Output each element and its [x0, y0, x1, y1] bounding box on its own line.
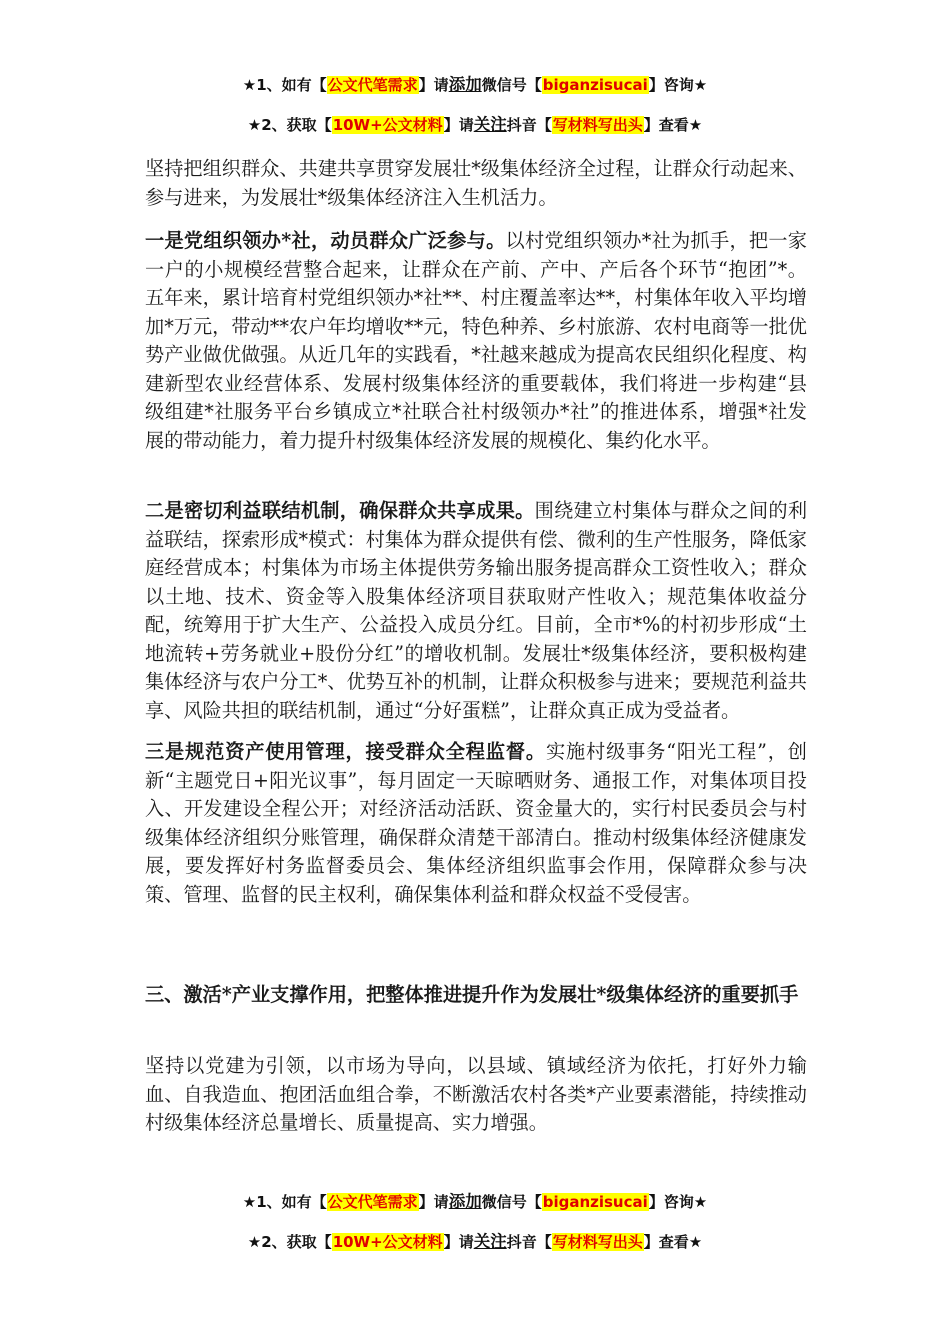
banner-highlight: 公文代笔需求 [327, 76, 418, 94]
paragraph-text: 以村党组织领办*社为抓手，把一家一户的小规模经营整合起来，让群众在产前、产中、产后各个环节“抱团”*。五年来，累计培育村党组织领办*社**、村庄覆盖率达**，村集体年收入平均增加*万元，带动**农户年均增收**元，特色种养、乡村旅游、农村电商等一批优势产业做优做强。从近几年的实践看，*社越来越成为提高农民组织化程度、构建新型农业经营体系、发展村级集体经济的重要载体，我们将进一步构建“县级组建*社服务平台乡镇成立*社联合社村级领办*社”的推进体系，增强*社发展的带动能力，着力提升村级集体经济发展的规模化、集约化水平。 [145, 229, 807, 452]
banner-text: 】请 [418, 1193, 449, 1211]
heading-text: 三、激活*产业支撑作用，把整体推进提升作为发展壮*级集体经济的重要抓手 [145, 983, 799, 1006]
banner-highlight: 写材料写出头 [552, 1233, 643, 1251]
banner-text: 】查看★ [643, 116, 703, 134]
banner-highlight: biganzisucai [542, 1193, 648, 1211]
banner-highlight: biganzisucai [542, 76, 648, 94]
paragraph-text: 围绕建立村集体与群众之间的利益联结，探索形成*模式：村集体为群众提供有偿、微利的生产性服务，降低家庭经营成本；村集体为市场主体提供劳务输出服务提高群众工资性收入；群众以土地、技术、资金等入股集体经济项目获取财产性收入；规范集体收益分配，统筹用于扩大生产、公益投入成员分红。目前，全市*%的村初步形成“土地流转+劳务就业+股份分红”的增收机制。发展壮*级集体经济，要积极构建集体经济与农户分工*、优势互补的机制，让群众积极参与进来；要规范利益共享、风险共担的联结机制，通过“分好蛋糕”，让群众真正成为受益者。 [145, 499, 808, 722]
banner-highlight: 公文代笔需求 [327, 1193, 418, 1211]
banner-highlight: 10W+公文材料 [332, 1233, 443, 1251]
banner-underlined: 关注 [473, 1232, 507, 1251]
section-heading-3 [145, 981, 807, 1010]
banner-text: ★1、如有【 [242, 76, 327, 94]
top-banner-line-2 [0, 111, 950, 135]
banner-text: 】咨询★ [648, 1193, 708, 1211]
banner-text: 】请 [418, 76, 449, 94]
banner-text: 】请 [443, 116, 474, 134]
bottom-banner-line-2 [0, 1228, 950, 1252]
paragraph-intro [145, 155, 807, 212]
banner-underlined: 添加 [448, 75, 482, 94]
banner-underlined: 添加 [448, 1192, 482, 1211]
bottom-banner-line-1 [0, 1188, 950, 1212]
top-banner-line-1 [0, 71, 950, 95]
banner-highlight: 10W+公文材料 [332, 116, 443, 134]
banner-text: 】咨询★ [648, 76, 708, 94]
paragraph-lead: 一是党组织领办*社，动员群众广泛参与。 [145, 229, 506, 252]
paragraph-lead: 二是密切利益联结机制，确保群众共享成果。 [145, 499, 535, 522]
banner-highlight: 写材料写出头 [552, 116, 643, 134]
paragraph-text: 坚持把组织群众、共建共享贯穿发展壮*级集体经济全过程，让群众行动起来、参与进来，为发展壮*级集体经济注入生机活力。 [145, 157, 807, 209]
paragraph-section-3 [145, 738, 807, 909]
paragraph-lead: 三是规范资产使用管理，接受群众全程监督。 [145, 740, 546, 763]
paragraph-text: 坚持以党建为引领，以市场为导向，以县域、镇域经济为依托，打好外力输血、自我造血、抱团活血组合拳，不断激活农村各类*产业要素潜能，持续推动村级集体经济总量增长、质量提高、实力增强。 [145, 1054, 807, 1134]
banner-text: 抖音【 [506, 116, 552, 134]
paragraph-section-2 [145, 497, 807, 725]
banner-text: ★1、如有【 [242, 1193, 327, 1211]
paragraph-closing [145, 1052, 807, 1138]
banner-text: 微信号【 [481, 1193, 542, 1211]
paragraph-text: 实施村级事务“阳光工程”，创新“主题党日+阳光议事”，每月固定一天晾晒财务、通报工作，对集体项目投入、开发建设全程公开；对经济活动活跃、资金量大的，实行村民委员会与村级集体经济组织分账管理，确保群众清楚干部清白。推动村级集体经济健康发展，要发挥好村务监督委员会、集体经济组织监事会作用，保障群众参与决策、管理、监督的民主权利，确保集体利益和群众权益不受侵害。 [145, 740, 807, 906]
banner-text: ★2、获取【 [247, 1233, 332, 1251]
banner-text: 微信号【 [481, 76, 542, 94]
banner-text: 】请 [443, 1233, 474, 1251]
paragraph-section-1 [145, 227, 807, 455]
banner-text: 抖音【 [506, 1233, 552, 1251]
banner-text: 】查看★ [643, 1233, 703, 1251]
banner-text: ★2、获取【 [247, 116, 332, 134]
banner-underlined: 关注 [473, 115, 507, 134]
